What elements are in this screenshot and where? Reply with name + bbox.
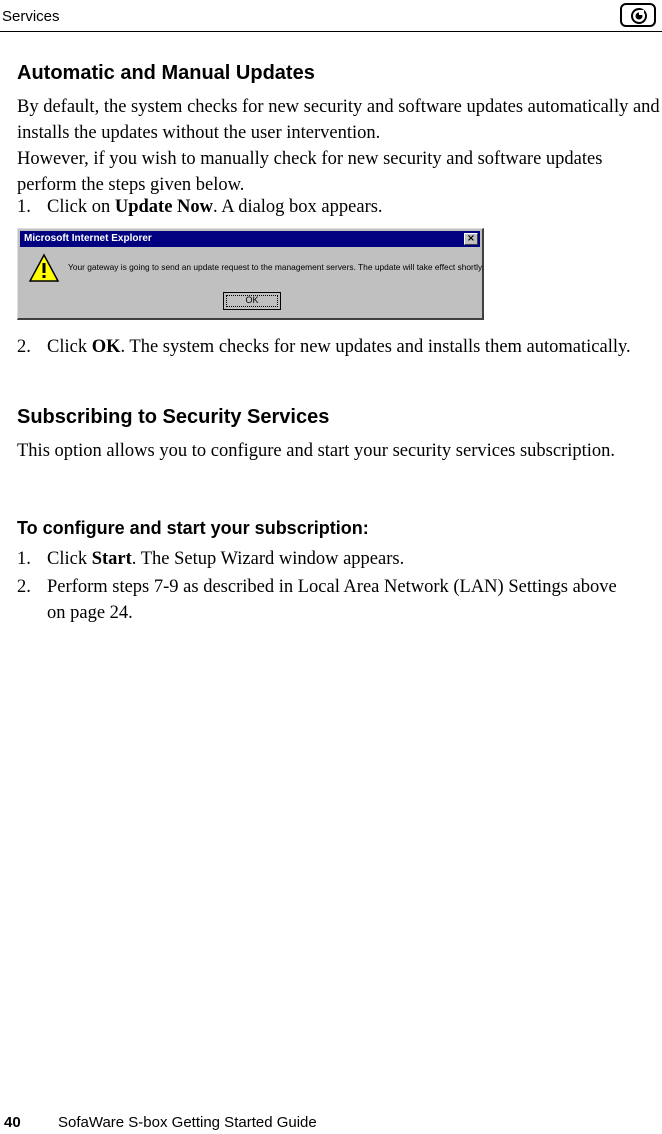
close-icon[interactable]: × xyxy=(464,233,478,245)
step-text: Click xyxy=(47,337,92,357)
step-number: 2. xyxy=(17,577,31,597)
section-heading-updates: Automatic and Manual Updates xyxy=(17,62,315,84)
dialog-title: Microsoft Internet Explorer xyxy=(24,233,152,244)
dialog-titlebar xyxy=(20,231,480,247)
update-now-label: Update Now xyxy=(114,197,213,217)
paragraph-manual-check: However, if you wish to manually check for new security and software updates perform the steps given below. xyxy=(17,149,603,195)
paragraph-default-behavior: By default, the system checks for new security and software updates automatically and installs the updates without the user intervention. xyxy=(17,97,660,143)
step-number: 2. xyxy=(17,337,31,357)
step-click-start xyxy=(17,546,637,572)
page-header xyxy=(0,0,662,32)
footer-title: SofaWare S-box Getting Started Guide xyxy=(58,1114,317,1131)
step-perform-steps xyxy=(17,574,637,626)
procedure-heading: To configure and start your subscription: xyxy=(17,518,369,538)
step-text: . A dialog box appears. xyxy=(213,197,383,217)
step-text: Perform steps 7-9 as described in Local Area Network (LAN) Settings above on page 24. xyxy=(47,577,617,623)
step-text: Click on xyxy=(47,197,115,217)
section-heading-subscribing: Subscribing to Security Services xyxy=(17,406,330,428)
step-number: 1. xyxy=(17,549,31,569)
dialog-message: Your gateway is going to send an update request to the management servers. The update will take effect shortly. xyxy=(68,262,484,272)
warning-icon xyxy=(28,253,60,283)
header-title: Services xyxy=(2,8,60,25)
step-text: . The Setup Wizard window appears. xyxy=(131,549,405,569)
page-number: 40 xyxy=(4,1114,21,1131)
step-number: 1. xyxy=(17,197,31,217)
paragraph-subscription-intro: This option allows you to configure and start your security services subscription. xyxy=(17,441,616,461)
step-click-ok xyxy=(17,334,637,360)
ok-button[interactable]: OK xyxy=(223,292,281,310)
step-update-now xyxy=(17,194,637,220)
ok-label: OK xyxy=(91,337,121,357)
sofaware-logo-icon xyxy=(620,3,656,27)
step-text: Click xyxy=(47,549,92,569)
start-label: Start xyxy=(91,549,132,569)
step-text: . The system checks for new updates and installs them automatically. xyxy=(120,337,631,357)
update-dialog-screenshot xyxy=(17,228,484,320)
